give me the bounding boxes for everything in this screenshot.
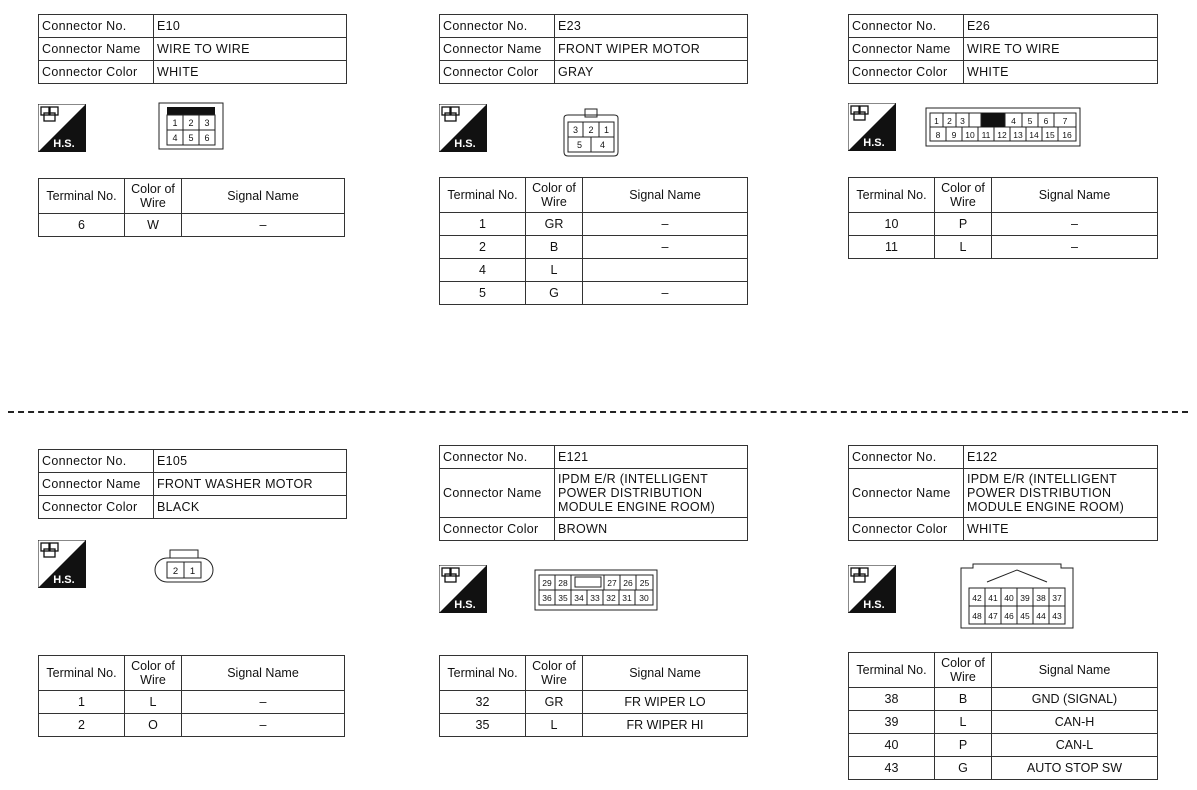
connector-info-table [439, 445, 748, 541]
wire-color-cell: G [935, 757, 992, 780]
pin-label: 2 [172, 566, 179, 577]
connector-no-label: Connector No. [849, 15, 964, 38]
connector-color-label: Connector Color [39, 496, 154, 519]
terminal-no-cell: 1 [39, 691, 125, 714]
connector-no-value: E105 [154, 450, 347, 473]
terminal-table [38, 178, 345, 237]
table-row [849, 711, 1158, 734]
connector-info-table [848, 14, 1158, 84]
connector-color-label: Connector Color [440, 61, 555, 84]
pin-label: 40 [1004, 593, 1014, 603]
connector-color-value: WHITE [154, 61, 347, 84]
pin-label: 6 [204, 133, 210, 143]
connector-name-label: Connector Name [39, 473, 154, 496]
terminal-table-wrap [38, 178, 345, 237]
pin-label: 30 [639, 593, 649, 603]
connector-info-table [848, 445, 1158, 541]
connector-name-label: Connector Name [849, 469, 964, 518]
pin-label: 27 [607, 578, 617, 588]
wire-color-cell: O [125, 714, 182, 737]
connector-face-diagram [925, 107, 1081, 147]
harness-side-icon [38, 104, 86, 152]
signal-name-cell: – [992, 213, 1158, 236]
signal-name-cell: GND (SIGNAL) [992, 688, 1158, 711]
pin-label: 10 [965, 130, 975, 140]
pin-label: 1 [934, 116, 939, 126]
pin-label: 15 [1045, 130, 1055, 140]
pin-label: 25 [639, 578, 650, 588]
connector-panel-e121 [439, 445, 748, 541]
wire-color-header: Color of Wire [935, 653, 992, 688]
connector-name-value: IPDM E/R (INTELLIGENT POWER DISTRIBUTION MODULE ENGINE ROOM) [964, 469, 1158, 518]
terminal-no-cell: 32 [440, 691, 526, 714]
table-row [39, 714, 345, 737]
signal-name-cell: – [583, 213, 748, 236]
pin-label: 41 [988, 593, 998, 603]
table-row [39, 691, 345, 714]
connector-panel-e105 [38, 449, 347, 519]
signal-name-cell: FR WIPER HI [583, 714, 748, 737]
pin-label: 3 [204, 118, 210, 128]
connector-name-value: FRONT WASHER MOTOR [154, 473, 347, 496]
signal-name-header: Signal Name [182, 179, 345, 214]
signal-name-header: Signal Name [992, 178, 1158, 213]
pin-label: 37 [1052, 593, 1062, 603]
connector-color-value: WHITE [964, 518, 1158, 541]
terminal-no-cell: 11 [849, 236, 935, 259]
terminal-no-cell: 1 [440, 213, 526, 236]
terminal-table [439, 655, 748, 737]
signal-name-cell: CAN-L [992, 734, 1158, 757]
connector-color-value: WHITE [964, 61, 1158, 84]
wire-color-cell: W [125, 214, 182, 237]
signal-name-cell: – [182, 214, 345, 237]
signal-name-cell: CAN-H [992, 711, 1158, 734]
section-divider [8, 411, 1188, 413]
table-row [440, 714, 748, 737]
signal-name-cell: AUTO STOP SW [992, 757, 1158, 780]
connector-no-value: E122 [964, 446, 1158, 469]
pin-label: 32 [606, 593, 616, 603]
connector-name-value: IPDM E/R (INTELLIGENT POWER DISTRIBUTION MODULE ENGINE ROOM) [555, 469, 748, 518]
connector-no-label: Connector No. [440, 15, 555, 38]
connector-color-value: BROWN [555, 518, 748, 541]
pin-label: 35 [558, 593, 568, 603]
pin-label: 5 [188, 133, 194, 143]
wire-color-cell: L [935, 711, 992, 734]
wire-color-header: Color of Wire [125, 656, 182, 691]
terminal-no-cell: 43 [849, 757, 935, 780]
pin-label: 2 [588, 125, 594, 135]
signal-name-cell [583, 259, 748, 282]
connector-face-diagram [152, 546, 216, 586]
wire-color-cell: L [526, 714, 583, 737]
terminal-table-wrap [439, 655, 748, 737]
pin-label: 4 [599, 140, 606, 150]
connector-no-value: E10 [154, 15, 347, 38]
signal-name-header: Signal Name [583, 178, 748, 213]
wire-color-header: Color of Wire [526, 178, 583, 213]
pin-label: 12 [997, 130, 1007, 140]
connector-no-value: E26 [964, 15, 1158, 38]
connector-face-diagram [158, 102, 224, 150]
table-row [440, 282, 748, 305]
connector-no-label: Connector No. [39, 450, 154, 473]
connector-face-diagram [558, 106, 624, 158]
signal-name-cell: – [992, 236, 1158, 259]
table-row [849, 757, 1158, 780]
signal-name-cell: – [182, 691, 345, 714]
terminal-table [439, 177, 748, 305]
connector-panel-e122 [848, 445, 1158, 541]
connector-name-value: WIRE TO WIRE [154, 38, 347, 61]
connector-face-diagram [534, 569, 658, 611]
wire-color-cell: B [935, 688, 992, 711]
connector-info-table [439, 14, 748, 84]
connector-name-value: FRONT WIPER MOTOR [555, 38, 748, 61]
pin-label: 9 [951, 130, 957, 140]
table-row [440, 691, 748, 714]
pin-label: 11 [981, 130, 991, 140]
pin-label: 6 [1043, 116, 1049, 126]
wire-color-cell: L [935, 236, 992, 259]
signal-name-cell: – [583, 236, 748, 259]
connector-name-label: Connector Name [39, 38, 154, 61]
connector-panel-e10 [38, 14, 347, 84]
pin-label: 1 [603, 125, 610, 135]
pin-label: 29 [542, 578, 552, 588]
terminal-no-cell: 10 [849, 213, 935, 236]
pin-label: 4 [172, 133, 178, 143]
pin-label: 38 [1036, 593, 1046, 603]
wire-color-header: Color of Wire [526, 656, 583, 691]
connector-face-diagram [957, 560, 1077, 632]
table-row [849, 688, 1158, 711]
connector-no-value: E121 [555, 446, 748, 469]
table-row [440, 259, 748, 282]
signal-name-header: Signal Name [992, 653, 1158, 688]
connector-name-label: Connector Name [849, 38, 964, 61]
connector-panel-e26 [848, 14, 1158, 84]
terminal-table [848, 652, 1158, 780]
connector-color-label: Connector Color [849, 518, 964, 541]
connector-no-label: Connector No. [440, 446, 555, 469]
terminal-no-header: Terminal No. [39, 179, 125, 214]
terminal-no-cell: 2 [39, 714, 125, 737]
signal-name-cell: FR WIPER LO [583, 691, 748, 714]
signal-name-cell: – [583, 282, 748, 305]
pin-label: 44 [1036, 611, 1046, 621]
terminal-no-cell: 4 [440, 259, 526, 282]
table-row [849, 213, 1158, 236]
terminal-table [848, 177, 1158, 259]
pin-label: 1 [172, 118, 178, 128]
wire-color-cell: P [935, 734, 992, 757]
table-row [39, 214, 345, 237]
terminal-no-cell: 39 [849, 711, 935, 734]
table-row [440, 236, 748, 259]
pin-label: 46 [1004, 611, 1014, 621]
connector-color-value: GRAY [555, 61, 748, 84]
pin-label: 3 [572, 125, 579, 135]
pin-label: 45 [1020, 611, 1030, 621]
harness-side-icon [848, 565, 896, 613]
wire-color-cell: P [935, 213, 992, 236]
terminal-no-header: Terminal No. [440, 656, 526, 691]
harness-side-icon [439, 104, 487, 152]
terminal-no-cell: 5 [440, 282, 526, 305]
connector-info-table [38, 14, 347, 84]
wire-color-cell: GR [526, 691, 583, 714]
harness-side-icon [439, 565, 487, 613]
pin-label: 43 [1052, 611, 1062, 621]
terminal-table [38, 655, 345, 737]
terminal-table-wrap [848, 652, 1158, 780]
pin-label: 48 [972, 611, 982, 621]
table-row [440, 213, 748, 236]
wire-color-cell: B [526, 236, 583, 259]
connector-no-value: E23 [555, 15, 748, 38]
connector-panel-e23 [439, 14, 748, 84]
pin-label: 47 [988, 611, 998, 621]
connector-name-value: WIRE TO WIRE [964, 38, 1158, 61]
pin-label: 4 [1011, 116, 1016, 126]
pin-label: 1 [189, 566, 196, 577]
terminal-no-header: Terminal No. [849, 653, 935, 688]
pin-label: 26 [623, 578, 633, 588]
wire-color-cell: L [125, 691, 182, 714]
harness-side-icon [848, 103, 896, 151]
pin-label: 5 [1027, 116, 1033, 126]
wire-color-header: Color of Wire [125, 179, 182, 214]
connector-color-label: Connector Color [440, 518, 555, 541]
pin-label: 31 [622, 593, 632, 603]
terminal-no-header: Terminal No. [849, 178, 935, 213]
pin-label: 13 [1013, 130, 1023, 140]
pin-label: 8 [935, 130, 941, 140]
table-row [849, 734, 1158, 757]
connector-no-label: Connector No. [849, 446, 964, 469]
connector-color-label: Connector Color [39, 61, 154, 84]
wire-color-cell: G [526, 282, 583, 305]
table-row [849, 236, 1158, 259]
terminal-no-cell: 35 [440, 714, 526, 737]
wire-color-cell: L [526, 259, 583, 282]
connector-color-value: BLACK [154, 496, 347, 519]
terminal-no-cell: 2 [440, 236, 526, 259]
pin-label: 36 [542, 593, 552, 603]
connector-no-label: Connector No. [39, 15, 154, 38]
connector-name-label: Connector Name [440, 469, 555, 518]
pin-label: 7 [1062, 116, 1068, 126]
terminal-no-cell: 6 [39, 214, 125, 237]
pin-label: 3 [960, 116, 965, 126]
terminal-no-header: Terminal No. [440, 178, 526, 213]
pin-label: 39 [1020, 593, 1030, 603]
signal-name-cell: – [182, 714, 345, 737]
harness-side-icon [38, 540, 86, 588]
signal-name-header: Signal Name [182, 656, 345, 691]
pin-label: 28 [558, 578, 568, 588]
terminal-no-cell: 40 [849, 734, 935, 757]
wire-color-header: Color of Wire [935, 178, 992, 213]
terminal-no-header: Terminal No. [39, 656, 125, 691]
connector-name-label: Connector Name [440, 38, 555, 61]
pin-label: 2 [188, 118, 194, 128]
pin-label: 2 [947, 116, 952, 126]
pin-label: 14 [1029, 130, 1039, 140]
pin-label: 16 [1062, 130, 1072, 140]
pin-label: 42 [972, 593, 982, 603]
terminal-table-wrap [38, 655, 345, 737]
connector-color-label: Connector Color [849, 61, 964, 84]
connector-info-table [38, 449, 347, 519]
pin-label: 33 [590, 593, 600, 603]
signal-name-header: Signal Name [583, 656, 748, 691]
pin-label: 5 [576, 140, 583, 150]
wire-color-cell: GR [526, 213, 583, 236]
pin-label: 34 [574, 593, 584, 603]
terminal-no-cell: 38 [849, 688, 935, 711]
terminal-table-wrap [848, 177, 1158, 259]
terminal-table-wrap [439, 177, 748, 305]
